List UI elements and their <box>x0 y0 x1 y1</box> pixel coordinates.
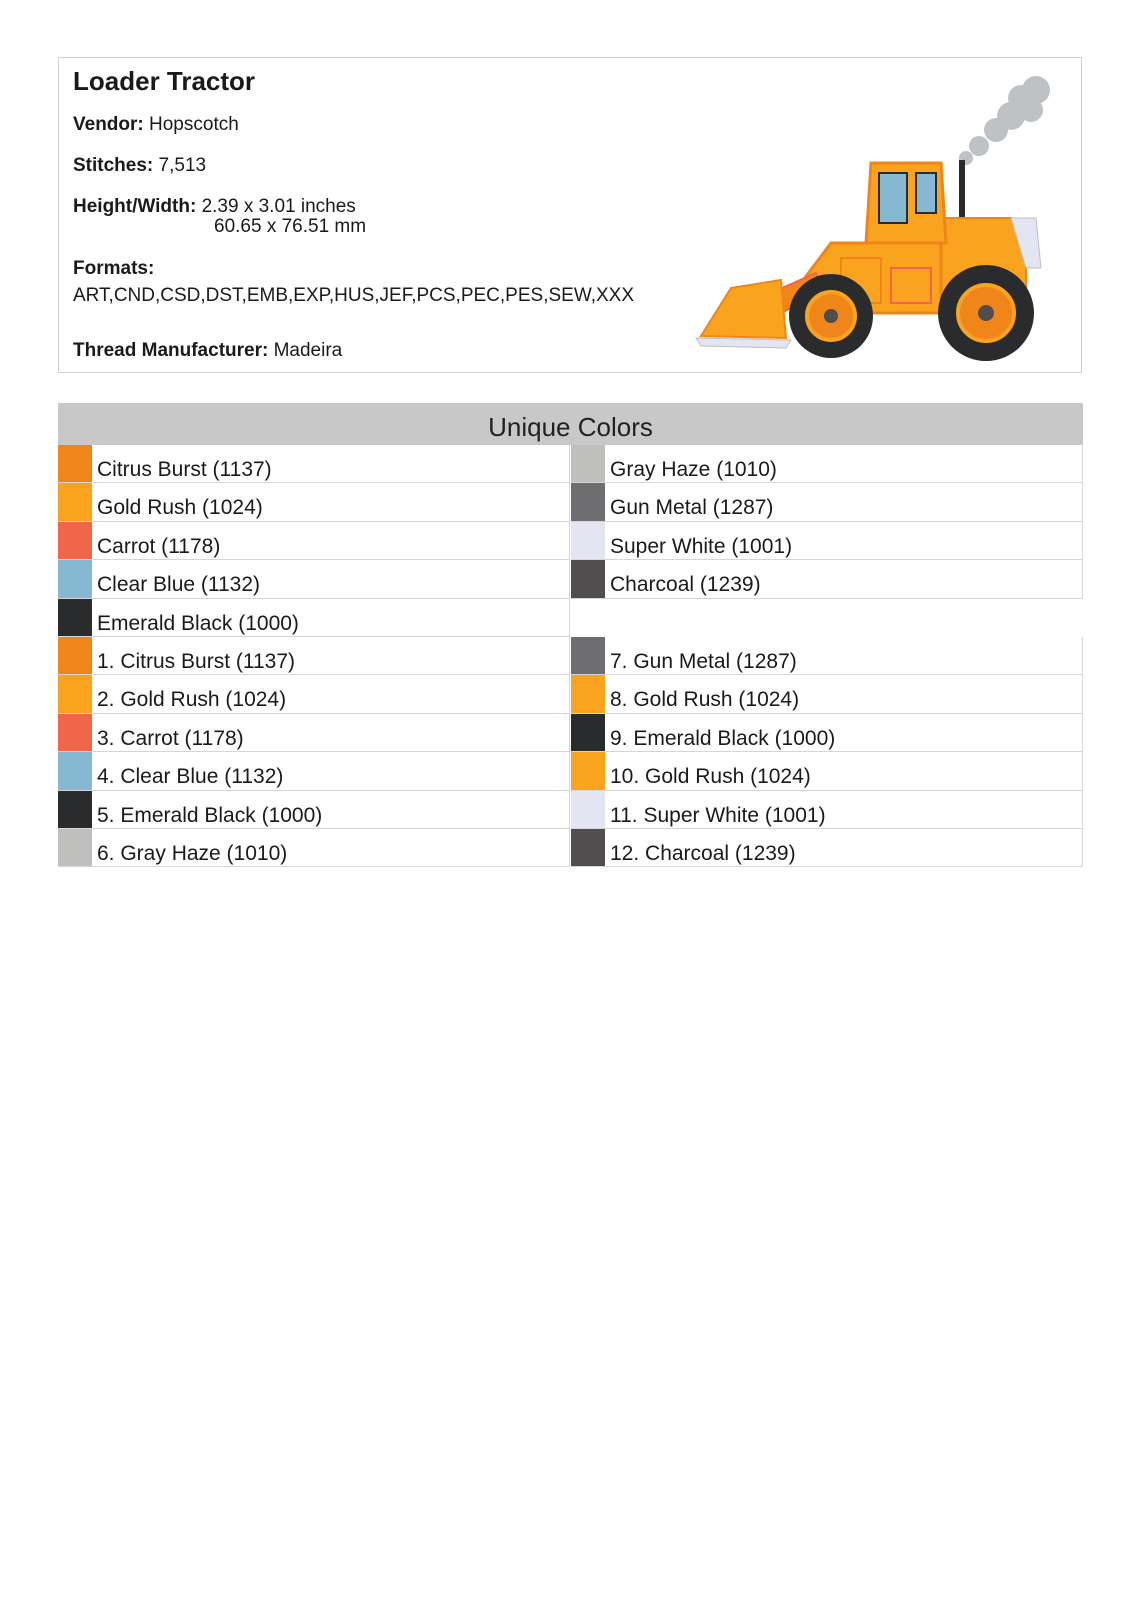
color-entry <box>58 752 570 790</box>
color-swatch <box>571 637 605 674</box>
color-row <box>58 637 1083 675</box>
color-swatch <box>58 560 92 597</box>
color-swatch <box>58 522 92 559</box>
color-row <box>58 752 1083 790</box>
color-swatch <box>58 637 92 674</box>
stitches-label: Stitches: <box>73 155 154 176</box>
color-entry <box>58 522 570 560</box>
formats-row <box>73 258 154 279</box>
size-mm: 60.65 x 76.51 mm <box>214 216 367 237</box>
color-entry <box>58 445 570 483</box>
color-label: 12. Charcoal (1239) <box>610 841 796 865</box>
color-label: 4. Clear Blue (1132) <box>97 765 284 789</box>
thread-value: Madeira <box>273 340 343 361</box>
color-entry <box>571 714 1083 752</box>
color-swatch <box>571 675 605 712</box>
color-swatch <box>58 675 92 712</box>
color-entry <box>58 599 570 637</box>
color-entry <box>571 675 1083 713</box>
color-entry <box>58 714 570 752</box>
color-entry <box>571 560 1083 598</box>
vendor-value: Hopscotch <box>149 114 239 135</box>
color-swatch <box>571 829 605 866</box>
color-label: Citrus Burst (1137) <box>97 458 272 481</box>
color-swatch <box>571 445 605 482</box>
color-row <box>58 599 1083 637</box>
color-swatch <box>58 791 92 828</box>
color-row <box>58 714 1083 752</box>
color-row <box>58 791 1083 829</box>
color-entry <box>58 675 570 713</box>
color-row <box>58 445 1083 483</box>
color-swatch <box>58 829 92 866</box>
color-label: 7. Gun Metal (1287) <box>610 649 797 673</box>
empty-cell <box>571 599 1083 637</box>
color-row <box>58 829 1083 867</box>
color-entry <box>58 829 570 867</box>
color-swatch <box>58 714 92 751</box>
color-swatch <box>571 714 605 751</box>
front-wheel <box>789 274 873 358</box>
color-label: 3. Carrot (1178) <box>97 726 244 750</box>
color-swatch <box>58 483 92 520</box>
exhaust-pipe <box>959 160 965 220</box>
color-label: 1. Citrus Burst (1137) <box>97 649 296 673</box>
color-label: 9. Emerald Black (1000) <box>610 726 836 750</box>
color-label: Carrot (1178) <box>97 534 221 558</box>
unique-colors-header: Unique Colors <box>58 403 1083 445</box>
color-entry <box>571 637 1083 675</box>
design-title: Loader Tractor <box>73 66 256 96</box>
thread-row <box>73 340 342 361</box>
height-width-label: Height/Width: <box>73 196 197 217</box>
color-label: 2. Gold Rush (1024) <box>97 688 287 712</box>
color-entry <box>571 829 1083 867</box>
unique-colors-table <box>58 403 1083 867</box>
color-entry <box>571 483 1083 521</box>
color-entry <box>571 752 1083 790</box>
color-row <box>58 560 1083 598</box>
color-swatch <box>571 560 605 597</box>
color-swatch <box>571 522 605 559</box>
size-inches: 2.39 x 3.01 inches <box>201 196 356 217</box>
color-swatch <box>571 752 605 789</box>
color-entry <box>58 637 570 675</box>
color-entry <box>571 791 1083 829</box>
color-swatch <box>58 599 92 636</box>
color-row <box>58 675 1083 713</box>
color-label: 8. Gold Rush (1024) <box>610 688 800 712</box>
color-rows <box>58 445 1083 867</box>
color-swatch <box>571 483 605 520</box>
color-label: 5. Emerald Black (1000) <box>97 803 323 827</box>
color-swatch <box>571 791 605 828</box>
color-entry <box>58 560 570 598</box>
color-label: Charcoal (1239) <box>610 573 761 597</box>
color-entry <box>571 445 1083 483</box>
vendor-label: Vendor: <box>73 114 144 135</box>
color-label: 6. Gray Haze (1010) <box>97 841 288 865</box>
color-label: 10. Gold Rush (1024) <box>610 765 811 789</box>
formats-value: ART,CND,CSD,DST,EMB,EXP,HUS,JEF,PCS,PEC,PES,SEW,XXX <box>73 285 635 306</box>
color-label: Emerald Black (1000) <box>97 611 299 635</box>
color-swatch <box>58 445 92 482</box>
vendor-row <box>73 114 239 135</box>
thread-label: Thread Manufacturer: <box>73 340 269 361</box>
color-row <box>58 483 1083 521</box>
color-label: Clear Blue (1132) <box>97 573 261 597</box>
rear-wheel <box>938 265 1034 361</box>
color-label: Super White (1001) <box>610 534 793 558</box>
color-entry <box>58 791 570 829</box>
stitches-row <box>73 155 206 176</box>
loader-tractor-image <box>691 68 1071 364</box>
stitches-value: 7,513 <box>158 155 207 176</box>
smoke-cloud <box>959 76 1050 165</box>
color-label: Gold Rush (1024) <box>97 496 263 520</box>
color-entry <box>571 522 1083 560</box>
design-info-box <box>58 57 1082 373</box>
color-label: Gray Haze (1010) <box>610 458 777 481</box>
height-width-row <box>73 196 356 217</box>
color-swatch <box>58 752 92 789</box>
color-row <box>58 522 1083 560</box>
color-label: 11. Super White (1001) <box>610 803 826 827</box>
formats-label: Formats: <box>73 258 155 279</box>
color-label: Gun Metal (1287) <box>610 496 774 520</box>
color-entry <box>58 483 570 521</box>
